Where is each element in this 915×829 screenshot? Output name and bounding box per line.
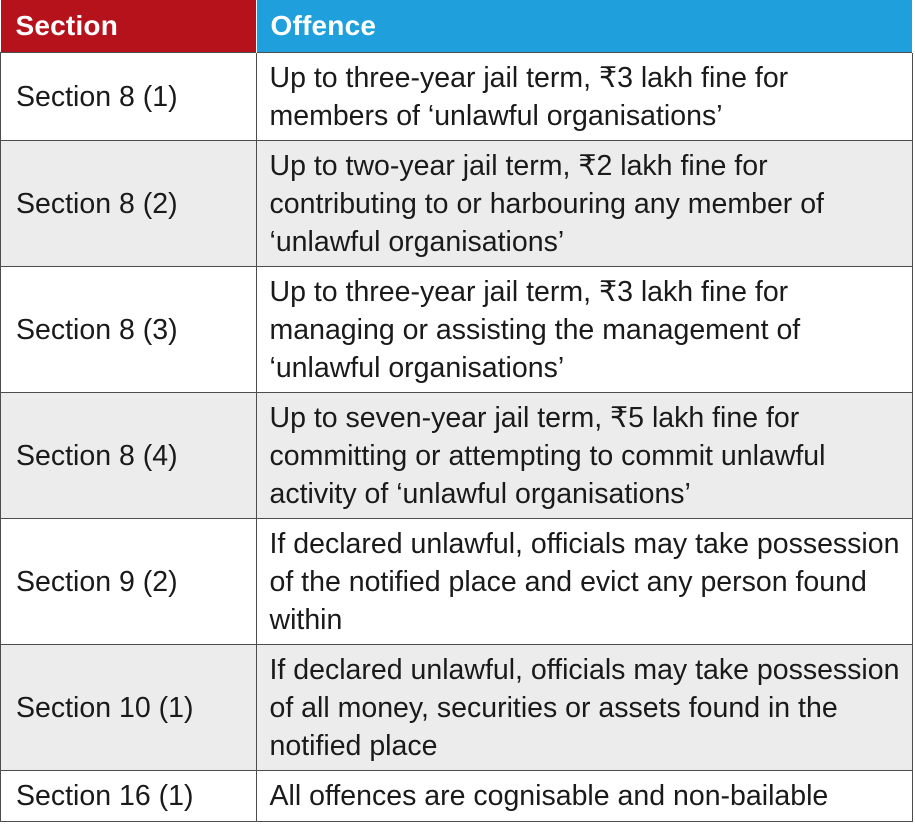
section-column-header: Section bbox=[1, 0, 257, 53]
table-row bbox=[1, 393, 913, 519]
section-cell: Section 9 (2) bbox=[1, 519, 257, 645]
offence-cell: Up to two-year jail term, ₹2 lakh fine for contributing to or harbouring any member of ‘unlawful organisations’ bbox=[256, 141, 913, 267]
offence-cell: If declared unlawful, officials may take possession of the notified place and evict any person found within bbox=[256, 519, 913, 645]
section-cell: Section 8 (1) bbox=[1, 53, 257, 141]
section-cell: Section 8 (4) bbox=[1, 393, 257, 519]
table-header-row bbox=[1, 0, 913, 53]
offence-cell: If declared unlawful, officials may take possession of all money, securities or assets found in the notified place bbox=[256, 645, 913, 771]
offence-cell: Up to three-year jail term, ₹3 lakh fine for managing or assisting the management of ‘unlawful organisations’ bbox=[256, 267, 913, 393]
table-row bbox=[1, 267, 913, 393]
section-cell: Section 8 (2) bbox=[1, 141, 257, 267]
offence-cell: All offences are cognisable and non-bailable bbox=[256, 771, 913, 822]
table-row bbox=[1, 519, 913, 645]
table-row bbox=[1, 53, 913, 141]
section-cell: Section 16 (1) bbox=[1, 771, 257, 822]
table-row bbox=[1, 645, 913, 771]
offence-column-header: Offence bbox=[256, 0, 913, 53]
section-cell: Section 10 (1) bbox=[1, 645, 257, 771]
table-row bbox=[1, 141, 913, 267]
section-cell: Section 8 (3) bbox=[1, 267, 257, 393]
offence-cell: Up to seven-year jail term, ₹5 lakh fine for committing or attempting to commit unlawful activity of ‘unlawful organisations’ bbox=[256, 393, 913, 519]
offence-cell: Up to three-year jail term, ₹3 lakh fine for members of ‘unlawful organisations’ bbox=[256, 53, 913, 141]
table-row bbox=[1, 771, 913, 822]
